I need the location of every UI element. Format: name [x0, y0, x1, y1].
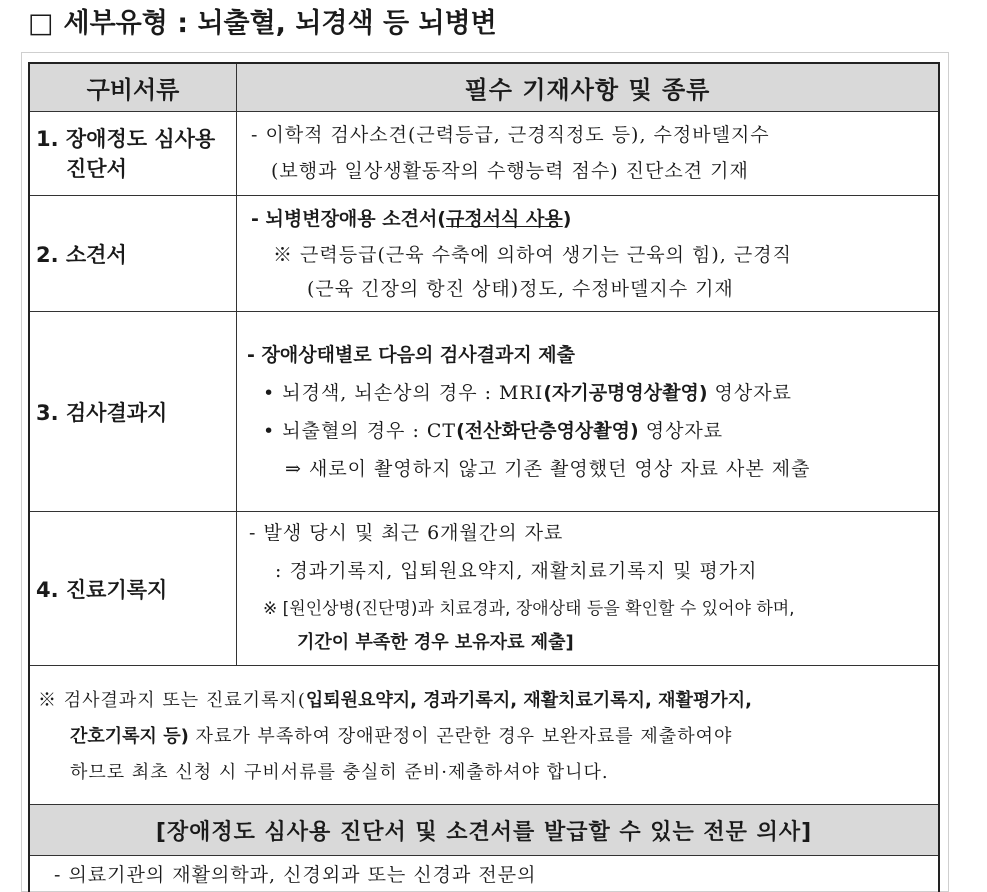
column-header-requirements: 필수 기재사항 및 종류 — [464, 76, 711, 104]
requirements-cell — [237, 196, 938, 311]
requirement-line: - 발생 당시 및 최근 6개월간의 자료 — [249, 522, 564, 544]
requirements-cell — [237, 112, 938, 195]
document-name-cell: 4. 진료기록지 — [30, 512, 237, 665]
document-name-cell: 3. 검사결과지 — [30, 312, 237, 511]
table-row — [30, 196, 938, 312]
note-text: 자료가 부족하여 장애판정이 곤란한 경우 보완자료를 제출하여야 — [188, 726, 733, 747]
table-row — [30, 312, 938, 512]
document-name-cell: 2. 소견서 — [30, 196, 237, 311]
table-row — [30, 512, 938, 666]
requirements-table — [28, 62, 940, 892]
note-line: 하므로 최초 신청 시 구비서류를 충실히 준비·제출하셔야 합니다. — [70, 762, 609, 783]
ct-case-label: • 뇌출혈의 경우 : CT — [263, 420, 457, 442]
doctor-requirement-line: - 의료기관의 재활의학과, 신경외과 또는 신경과 전문의 — [54, 864, 537, 886]
column-header-documents: 구비서류 — [30, 64, 237, 111]
supplementary-note — [30, 666, 938, 804]
requirement-line: (근육 긴장의 항진 상태)정도, 수정바델지수 기재 — [307, 278, 734, 300]
section-title: 세부유형 : 뇌출혈, 뇌경색 등 뇌병변 — [63, 8, 497, 39]
closing-paren: ) — [562, 208, 572, 230]
note-prefix: ※ 검사결과지 또는 진료기록지( — [38, 690, 306, 711]
document-name-line: 1. 장애정도 심사용 — [36, 127, 216, 151]
note-record-types: 입퇴원요약지, 경과기록지, 재활치료기록지, 재활평가지, — [305, 690, 752, 711]
mri-full-name: (자기공명영상촬영) — [543, 382, 708, 404]
prescribed-form-note: 규정서식 사용 — [446, 208, 563, 230]
requirements-cell — [237, 312, 938, 511]
requirement-line: ※ 근력등급(근육 수축에 의하여 생기는 근육의 힘), 근경직 — [273, 244, 792, 266]
doctor-section-header: [장애정도 심사용 진단서 및 소견서를 발급할 수 있는 전문 의사] — [30, 804, 938, 856]
requirement-line: (보행과 일상생활동작의 수행능력 점수) 진단소견 기재 — [271, 160, 749, 182]
section-heading — [28, 6, 497, 42]
document-name-cell — [30, 112, 237, 195]
image-data-label: 영상자료 — [707, 382, 792, 404]
ct-full-name: (전산화단층영상촬영) — [456, 420, 639, 442]
requirement-line — [251, 204, 571, 231]
requirement-line: ※ [원인상병(진단명)과 치료경과, 장애상태 등을 확인할 수 있어야 하며, — [263, 599, 795, 619]
requirements-cell — [237, 512, 938, 665]
note-line — [38, 686, 752, 712]
requirement-line: - 장애상태별로 다음의 검사결과지 제출 — [247, 344, 576, 366]
requirement-line — [263, 416, 723, 443]
note-line — [70, 722, 732, 748]
table-header-row — [30, 64, 938, 112]
note-record-types: 간호기록지 등) — [70, 726, 189, 747]
document-name-line: 진단서 — [66, 157, 127, 181]
requirement-line: 기간이 부족한 경우 보유자료 제출] — [297, 632, 574, 653]
table-row — [30, 112, 938, 196]
requirement-line: ⇒ 새로이 촬영하지 않고 기존 촬영했던 영상 자료 사본 제출 — [285, 458, 811, 480]
requirement-line: : 경과기록지, 입퇴원요약지, 재활치료기록지 및 평가지 — [275, 560, 758, 582]
requirement-line — [263, 378, 792, 405]
image-data-label: 영상자료 — [638, 420, 724, 442]
opinion-form-label: - 뇌병변장애용 소견서( — [251, 208, 446, 230]
checkbox-square-icon: □ — [28, 8, 54, 39]
mri-case-label: • 뇌경색, 뇌손상의 경우 : MRI — [263, 382, 544, 404]
requirement-line: - 이학적 검사소견(근력등급, 근경직정도 등), 수정바델지수 — [251, 124, 770, 146]
